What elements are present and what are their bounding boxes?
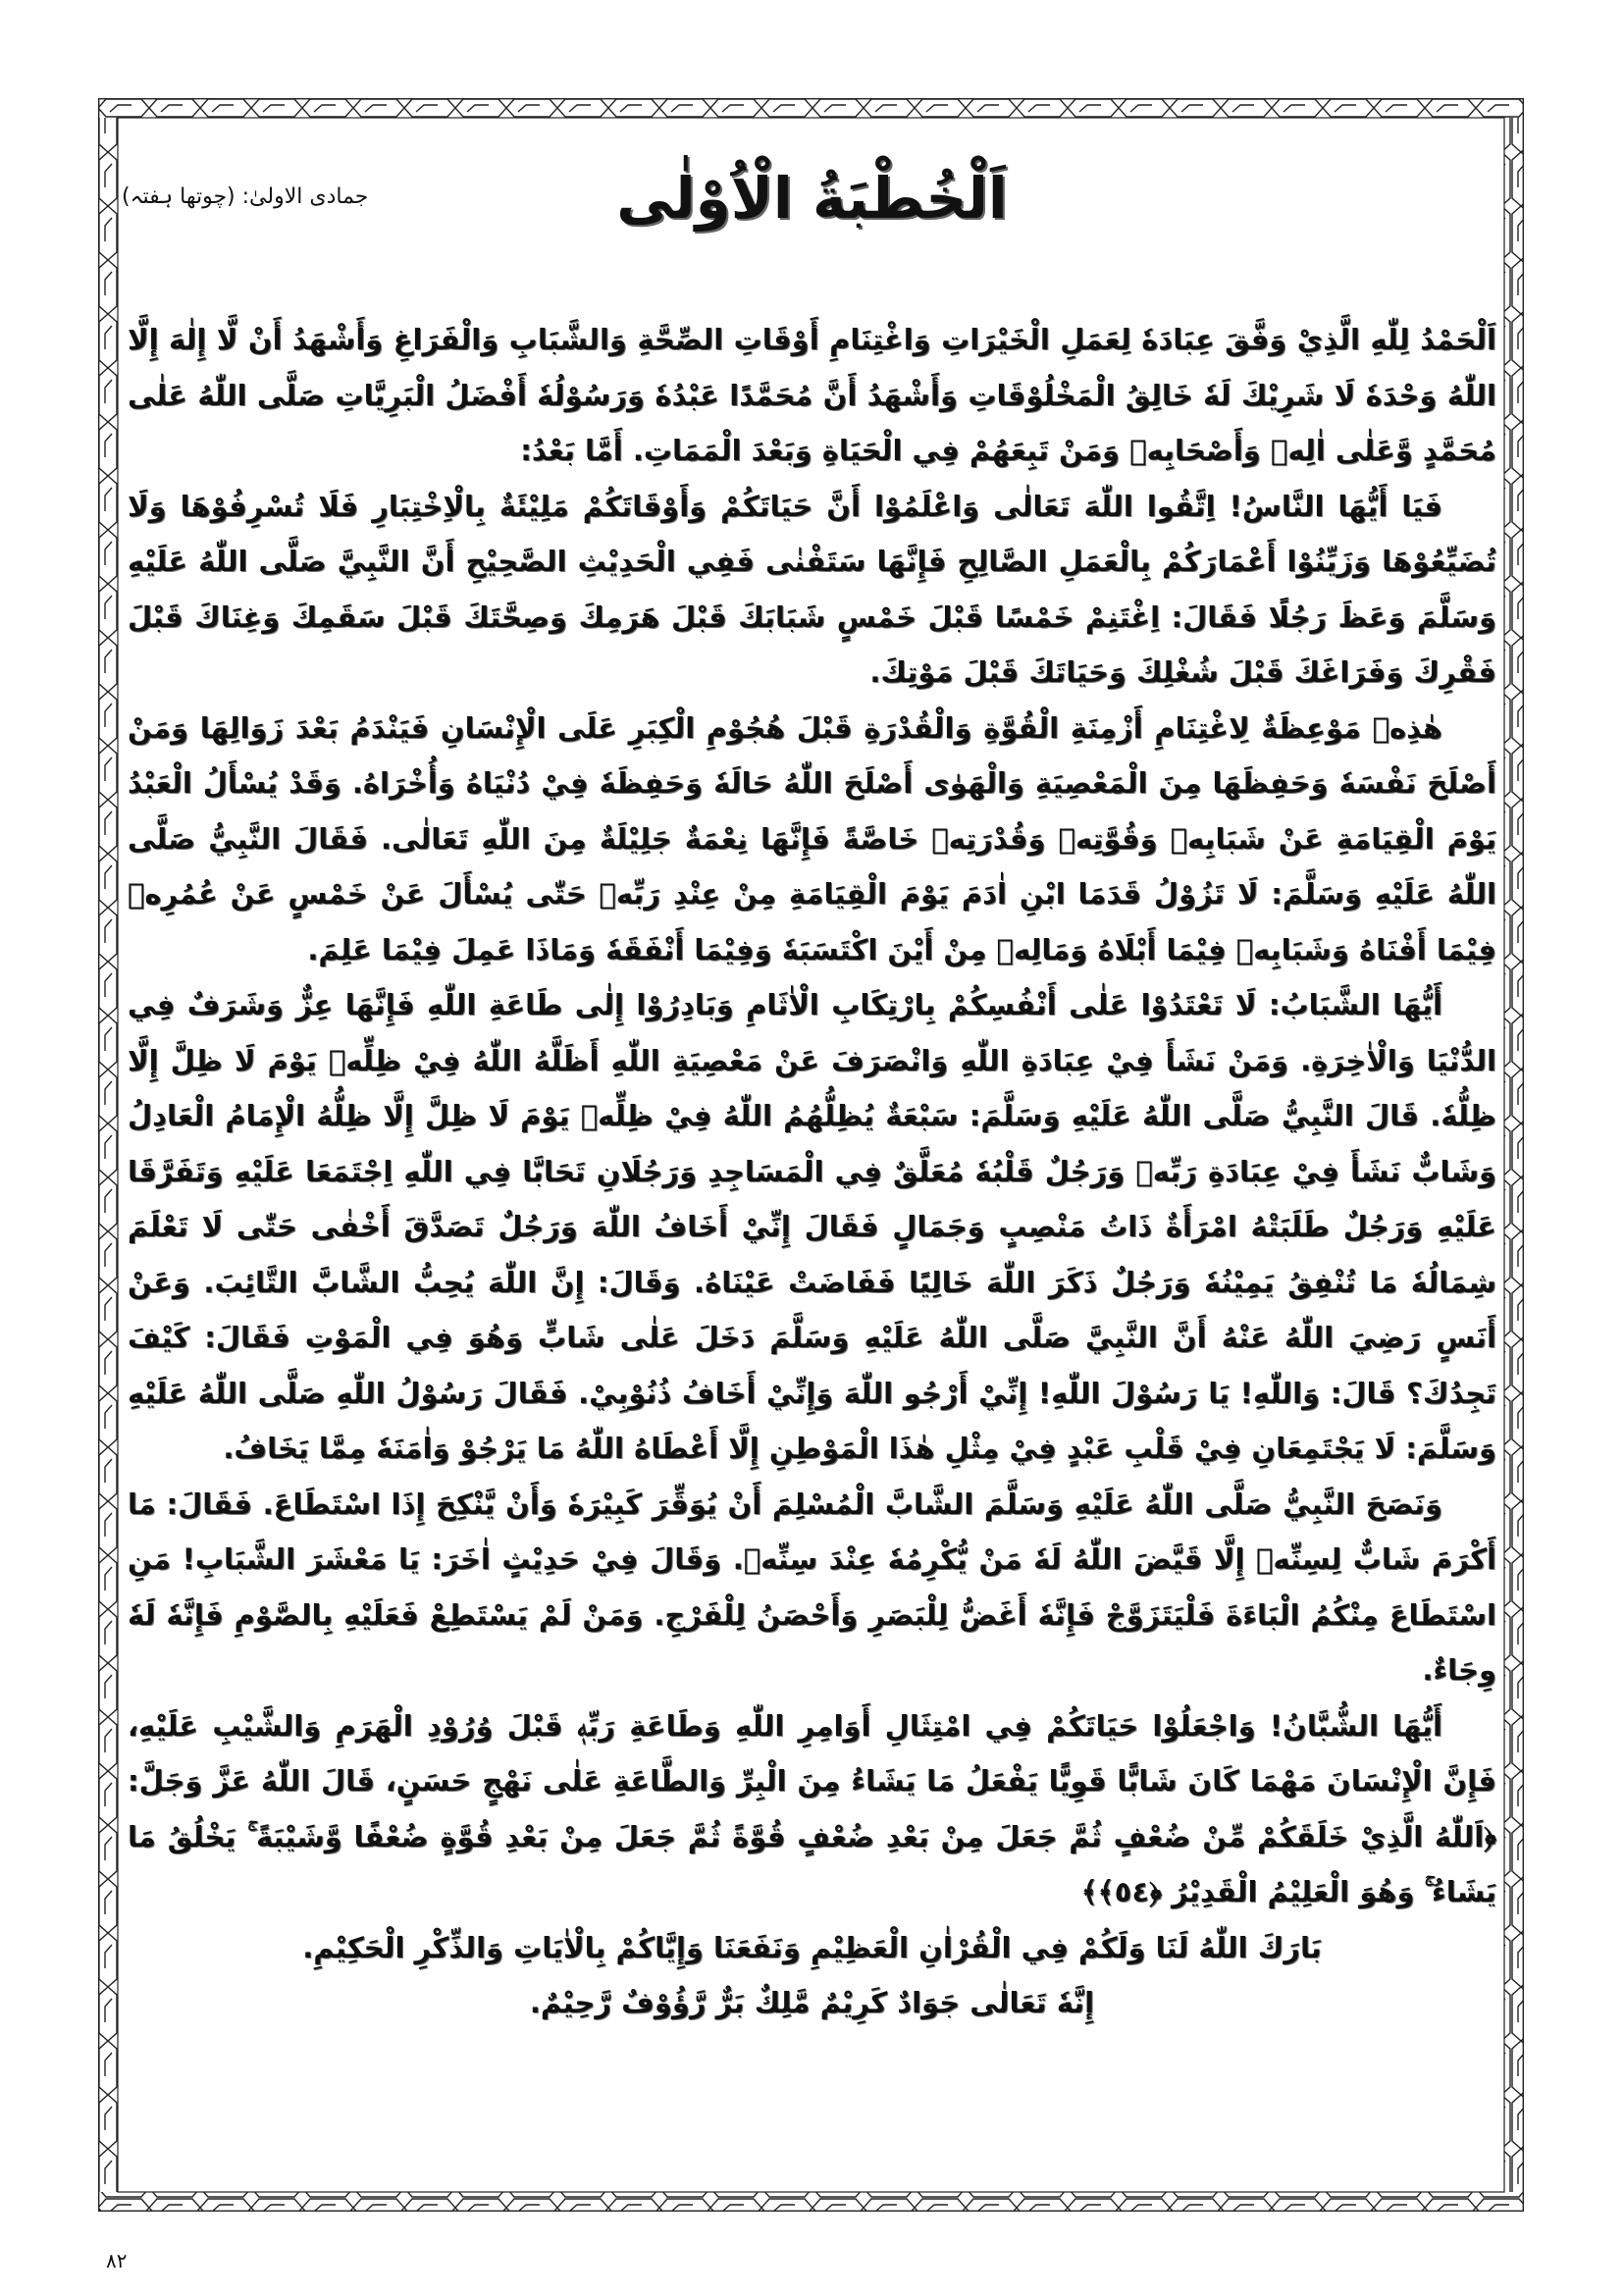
sermon-body	[128, 312, 1496, 2031]
closing-line: بَارَكَ اللّٰهُ لَنَا وَلَكُمْ فِي الْقُرْاٰنِ الْعَظِيْمِ وَنَفَعَنَا وَإِيَّاكُمْ بِالْاٰيَاتِ وَالذِّكْرِ الْحَكِيْمِ.	[302, 1930, 1322, 1964]
closing-line: إِنَّهٗ تَعَالٰى جَوَادٌ كَرِيْمٌ مَّلِكٌ بَرٌّ رَّؤُوْفٌ رَّحِيْمٌ.	[529, 1986, 1095, 2019]
page-title: اَلْخُطْبَةُ الْاُوْلٰى	[616, 165, 1008, 232]
paragraph: فَيَا أَيُّهَا النَّاسُ! اِتَّقُوا اللّٰهَ تَعَالٰى وَاعْلَمُوْا أَنَّ حَيَاتَكُمْ وَأَوْقَاتَكُمْ مَلِيْئَةٌ بِالْاِخْتِبَارِ فَلَا تُسْرِفُوْهَا وَلَا تُضَيِّعُوْهَا وَزَيِّنُوْا أَعْمَارَكُمْ بِالْعَمَلِ الصَّالِحِ فَإِنَّهَا سَتَفْنٰى فَفِي الْحَدِيْثِ الصَّحِيْحِ أَنَّ النَّبِيَّ صَلَّى اللّٰهُ عَلَيْهِ وَسَلَّمَ وَعَظَ رَجُلًا فَقَالَ: اِغْتَنِمْ خَمْسًا قَبْلَ خَمْسٍ شَبَابَكَ قَبْلَ هَرَمِكَ وَصِحَّتَكَ قَبْلَ سَقَمِكَ وَغِنَاكَ قَبْلَ فَقْرِكَ وَفَرَاغَكَ قَبْلَ شُغْلِكَ وَحَيَاتَكَ قَبْلَ مَوْتِكَ.	[128, 489, 1496, 689]
paragraph: وَنَصَحَ النَّبِيُّ صَلَّى اللّٰهُ عَلَيْهِ وَسَلَّمَ الشَّابَّ الْمُسْلِمَ أَنْ يُوَقِّرَ كَبِيْرَهٗ وَأَنْ يَّنْكِحَ إِذَا اسْتَطَاعَ. فَقَالَ: مَا أَكْرَمَ شَابٌّ لِسِنِّهٖ إِلَّا قَيَّضَ اللّٰهُ لَهٗ مَنْ يُّكْرِمُهٗ عِنْدَ سِنِّهٖ. وَقَالَ فِيْ حَدِيْثٍ اٰخَرَ: يَا مَعْشَرَ الشَّبَابِ! مَنِ اسْتَطَاعَ مِنْكُمُ الْبَاءَةَ فَلْيَتَزَوَّجْ فَإِنَّهٗ أَغَضُّ لِلْبَصَرِ وَأَحْصَنُ لِلْفَرْجِ. وَمَنْ لَمْ يَسْتَطِعْ فَعَلَيْهِ بِالصَّوْمِ فَإِنَّهٗ لَهٗ وِجَاءٌ.	[128, 1487, 1496, 1687]
paragraph: هٰذِهٖ مَوْعِظَةٌ لِاغْتِنَامِ أَزْمِنَةِ الْقُوَّةِ وَالْقُدْرَةِ قَبْلَ هُجُوْمِ الْكِبَرِ عَلَى الْإِنْسَانِ فَيَنْدَمُ بَعْدَ زَوَالِهَا وَمَنْ أَصْلَحَ نَفْسَهٗ وَحَفِظَهَا مِنَ الْمَعْصِيَةِ وَالْهَوٰى أَصْلَحَ اللّٰهُ حَالَهٗ وَحَفِظَهٗ فِيْ دُنْيَاهُ وَأُخْرَاهُ. وَقَدْ يُسْأَلُ الْعَبْدُ يَوْمَ الْقِيَامَةِ عَنْ شَبَابِهٖ وَقُوَّتِهٖ وَقُدْرَتِهٖ خَاصَّةً فَإِنَّهَا نِعْمَةٌ جَلِيْلَةٌ مِنَ اللّٰهِ تَعَالٰى. فَقَالَ النَّبِيُّ صَلَّى اللّٰهُ عَلَيْهِ وَسَلَّمَ: لَا تَزُوْلُ قَدَمَا ابْنِ اٰدَمَ يَوْمَ الْقِيَامَةِ مِنْ عِنْدِ رَبِّهٖ حَتّٰى يُسْأَلَ عَنْ خَمْسٍ عَنْ عُمُرِهٖ فِيْمَا أَفْنَاهُ وَشَبَابِهٖ فِيْمَا أَبْلَاهُ وَمَالِهٖ مِنْ أَيْنَ اكْتَسَبَهٗ وَفِيْمَا أَنْفَقَهٗ وَمَاذَا عَمِلَ فِيْمَا عَلِمَ.	[128, 710, 1496, 966]
paragraph-opening: اَلْحَمْدُ لِلّٰهِ الَّذِيْ وَفَّقَ عِبَادَهٗ لِعَمَلِ الْخَيْرَاتِ وَاغْتِنَامِ أَوْقَاتِ الصِّحَّةِ وَالشَّبَابِ وَالْفَرَاغِ وَأَشْهَدُ أَنْ لَّا إِلٰهَ إِلَّا اللّٰهُ وَحْدَهٗ لَا شَرِيْكَ لَهٗ خَالِقُ الْمَخْلُوْقَاتِ وَأَشْهَدُ أَنَّ مُحَمَّدًا عَبْدُهٗ وَرَسُوْلُهٗ أَفْضَلُ الْبَرِيَّاتِ صَلَّى اللّٰهُ عَلٰى مُحَمَّدٍ وَّعَلٰى اٰلِهٖ وَأَصْحَابِهٖ وَمَنْ تَبِعَهُمْ فِي الْحَيَاةِ وَبَعْدَ الْمَمَاتِ. أَمَّا بَعْدُ:	[128, 323, 1496, 467]
section-date-label: جمادى الاولىٰ: (چوتھا ہفتہ)	[122, 184, 369, 209]
paragraph: أَيُّهَا الشَّبَابُ: لَا تَعْتَدُوْا عَلٰى أَنْفُسِكُمْ بِارْتِكَابِ الْاٰثَامِ وَبَادِرُوْا إِلٰى طَاعَةِ اللّٰهِ فَإِنَّهَا عِزٌّ وَشَرَفٌ فِي الدُّنْيَا وَالْاٰخِرَةِ. وَمَنْ نَشَأَ فِيْ عِبَادَةِ اللّٰهِ وَانْصَرَفَ عَنْ مَعْصِيَةِ اللّٰهِ أَظَلَّهُ اللّٰهُ فِيْ ظِلِّهٖ يَوْمَ لَا ظِلَّ إِلَّا ظِلُّهٗ. قَالَ النَّبِيُّ صَلَّى اللّٰهُ عَلَيْهِ وَسَلَّمَ: سَبْعَةٌ يُظِلُّهُمُ اللّٰهُ فِيْ ظِلِّهٖ يَوْمَ لَا ظِلَّ إِلَّا ظِلُّهُ الْإِمَامُ الْعَادِلُ وَشَابٌّ نَشَأَ فِيْ عِبَادَةِ رَبِّهٖ وَرَجُلٌ قَلْبُهٗ مُعَلَّقٌ فِي الْمَسَاجِدِ وَرَجُلَانِ تَحَابَّا فِي اللّٰهِ اِجْتَمَعَا عَلَيْهِ وَتَفَرَّقَا عَلَيْهِ وَرَجُلٌ طَلَبَتْهُ امْرَأَةٌ ذَاتُ مَنْصِبٍ وَجَمَالٍ فَقَالَ إِنِّيْ أَخَافُ اللّٰهَ وَرَجُلٌ تَصَدَّقَ أَخْفٰى حَتّٰى لَا تَعْلَمَ شِمَالُهٗ مَا تُنْفِقُ يَمِيْنُهٗ وَرَجُلٌ ذَكَرَ اللّٰهَ خَالِيًا فَفَاضَتْ عَيْنَاهُ. وَقَالَ: إِنَّ اللّٰهَ يُحِبُّ الشَّابَّ التَّائِبَ. وَعَنْ أَنَسٍ رَضِيَ اللّٰهُ عَنْهُ أَنَّ النَّبِيَّ صَلَّى اللّٰهُ عَلَيْهِ وَسَلَّمَ دَخَلَ عَلٰى شَابٍّ وَهُوَ فِي الْمَوْتِ فَقَالَ: كَيْفَ تَجِدُكَ؟ قَالَ: وَاللّٰهِ! يَا رَسُوْلَ اللّٰهِ! إِنِّيْ أَرْجُو اللّٰهَ وَإِنِّيْ أَخَافُ ذُنُوْبِيْ. فَقَالَ رَسُوْلُ اللّٰهِ صَلَّى اللّٰهُ عَلَيْهِ وَسَلَّمَ: لَا يَجْتَمِعَانِ فِيْ قَلْبِ عَبْدٍ فِيْ مِثْلِ هٰذَا الْمَوْطِنِ إِلَّا أَعْطَاهُ اللّٰهُ مَا يَرْجُوْ وَاٰمَنَهٗ مِمَّا يَخَافُ.	[128, 988, 1496, 1465]
page-number: ۸۲	[106, 2249, 128, 2272]
paragraph: أَيُّهَا الشُّبَّانُ! وَاجْعَلُوْا حَيَاتَكُمْ فِي امْتِثَالِ أَوَامِرِ اللّٰهِ وَطَاعَةِ رَبِّهٖ قَبْلَ وُرُوْدِ الْهَرَمِ وَالشَّيْبِ عَلَيْهِ، فَإِنَّ الْإِنْسَانَ مَهْمَا كَانَ شَابًّا قَوِيًّا يَفْعَلُ مَا يَشَاءُ مِنَ الْبِرِّ وَالطَّاعَةِ عَلٰى نَهْجٍ حَسَنٍ، قَالَ اللّٰهُ عَزَّ وَجَلَّ: ﴿اَللّٰهُ الَّذِيْ خَلَقَكُمْ مِّنْ ضُعْفٍ ثُمَّ جَعَلَ مِنْ بَعْدِ ضُعْفٍ قُوَّةً ثُمَّ جَعَلَ مِنْ بَعْدِ قُوَّةٍ ضُعْفًا وَّشَيْبَةً ۚ يَخْلُقُ مَا يَشَاءُ ۚ وَهُوَ الْعَلِيْمُ الْقَدِيْرُ ﴿٥٤﴾﴾	[128, 1708, 1496, 1908]
